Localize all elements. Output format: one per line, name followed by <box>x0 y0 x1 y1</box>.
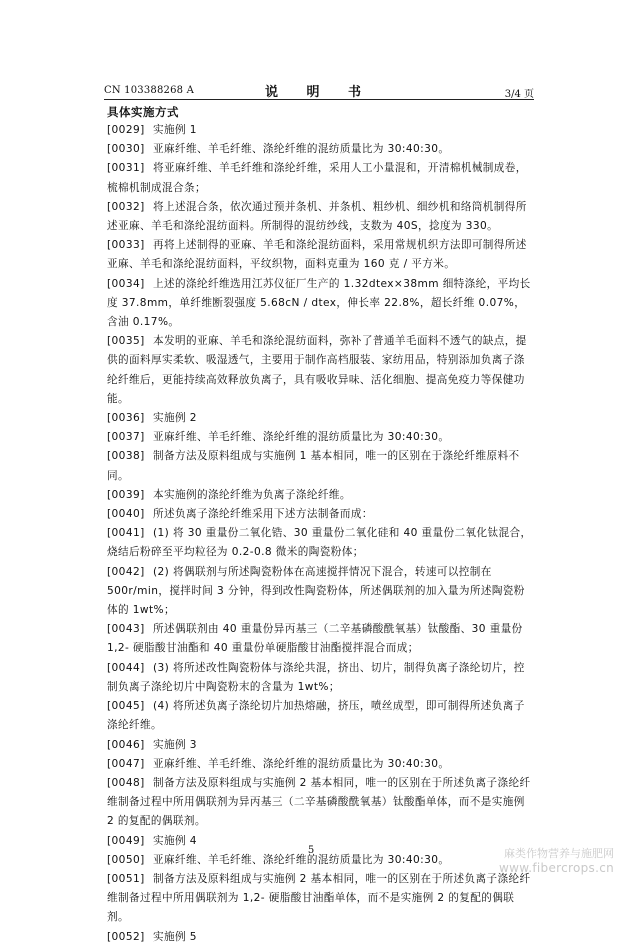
paragraph <box>107 275 534 333</box>
paragraph-number: [0048] <box>107 776 145 789</box>
paragraph <box>107 447 534 485</box>
paragraph-text: 亚麻纤维、羊毛纤维、涤纶纤维的混纺质量比为 30:40:30。 <box>153 853 450 866</box>
patent-number: CN 103388268 A <box>104 85 195 96</box>
paragraph <box>107 159 534 197</box>
paragraph-number: [0050] <box>107 853 145 866</box>
watermark-url: www.fibercrops.cn <box>499 861 614 875</box>
paragraph-text: 本实施例的涤纶纤维为负离子涤纶纤维。 <box>153 488 351 501</box>
document-body <box>107 121 534 947</box>
paragraph-text: 实施例 2 <box>153 412 197 425</box>
paragraph <box>107 563 534 621</box>
paragraph <box>107 755 534 774</box>
paragraph-number: [0032] <box>107 200 145 213</box>
paragraph-text: 亚麻纤维、羊毛纤维、涤纶纤维的混纺质量比为 30:40:30。 <box>153 431 450 444</box>
paragraph <box>107 870 534 928</box>
paragraph <box>107 620 534 658</box>
paragraph <box>107 486 534 505</box>
page-indicator: 3/4 页 <box>504 89 534 100</box>
paragraph-text: 实施例 4 <box>153 834 197 847</box>
paragraph-number: [0033] <box>107 239 145 252</box>
paragraph <box>107 428 534 447</box>
header-divider <box>104 99 534 100</box>
paragraph <box>107 236 534 274</box>
paragraph-number: [0052] <box>107 930 145 943</box>
paragraph-number: [0039] <box>107 488 145 501</box>
paragraph-text: 亚麻纤维、羊毛纤维、涤纶纤维的混纺质量比为 30:40:30。 <box>153 143 450 156</box>
paragraph-text: 上述的涤纶纤维选用江苏仪征厂生产的 1.32dtex×38mm 细特涤纶，平均长度 37.8mm，单纤维断裂强度 5.68cN / dtex，伸长率 22.8%，超长纤维 0.07%，含油 0.17%。 <box>107 277 531 329</box>
paragraph-number: [0046] <box>107 738 145 751</box>
page-header <box>104 81 534 101</box>
paragraph-text: 实施例 5 <box>153 930 197 943</box>
paragraph-number: [0042] <box>107 565 145 578</box>
paragraph-text: 将上述混合条，依次通过预并条机、并条机、粗纱机、细纱机和络筒机制得所述亚麻、羊毛和涤纶混纺面料。所制得的混纺纱线，支数为 40S，捻度为 330。 <box>107 200 527 233</box>
paragraph <box>107 524 534 562</box>
section-title: 具体实施方式 <box>107 105 179 119</box>
paragraph <box>107 659 534 697</box>
paragraph <box>107 697 534 735</box>
paragraph <box>107 198 534 236</box>
paragraph-number: [0030] <box>107 143 145 156</box>
paragraph-text: (1) 将 30 重量份二氧化锆、30 重量份二氧化硅和 40 重量份二氧化钛混合，烧结后粉碎至平均粒径为 0.2-0.8 微米的陶瓷粉体； <box>107 527 532 559</box>
paragraph-text: 将亚麻纤维、羊毛纤维和涤纶纤维，采用人工小量混和，开清棉机械制成卷，梳棉机制成混合条； <box>107 162 527 194</box>
paragraph-number: [0038] <box>107 450 145 463</box>
paragraph-number: [0047] <box>107 757 145 770</box>
paragraph <box>107 121 534 140</box>
watermark-site-name: 麻类作物营养与施肥网 <box>504 847 614 860</box>
paragraph-number: [0034] <box>107 277 145 290</box>
paragraph-text: 实施例 1 <box>153 124 197 136</box>
paragraph-text: 制备方法及原料组成与实施例 2 基本相同，唯一的区别在于所述负离子涤纶纤维制备过程中所用偶联剂为 1,2- 硬脂酸甘油酯单体，而不是实施例 2 的复配的偶联剂。 <box>107 872 531 924</box>
paragraph <box>107 928 534 947</box>
page-number: 5 <box>307 845 315 856</box>
paragraph <box>107 332 534 409</box>
paragraph <box>107 774 534 832</box>
paragraph-number: [0037] <box>107 431 145 444</box>
watermark <box>499 847 614 875</box>
document-title: 说 明 书 <box>264 85 374 100</box>
paragraph-text: 亚麻纤维、羊毛纤维、涤纶纤维的混纺质量比为 30:40:30。 <box>153 757 450 770</box>
paragraph-text: 实施例 3 <box>153 738 197 751</box>
paragraph-text: 制备方法及原料组成与实施例 2 基本相同，唯一的区别在于所述负离子涤纶纤维制备过程中所用偶联剂为异丙基三（二辛基磷酸酰氧基）钛酸酯单体，而不是实施例 2 的复配的偶联剂。 <box>107 776 531 828</box>
paragraph-text: (4) 将所述负离子涤纶切片加热熔融，挤压，喷丝成型，即可制得所述负离子涤纶纤维。 <box>107 700 525 732</box>
paragraph-number: [0029] <box>107 124 145 136</box>
paragraph-number: [0040] <box>107 508 145 521</box>
paragraph <box>107 505 534 524</box>
paragraph-text: 所述负离子涤纶纤维采用下述方法制备而成： <box>153 508 373 521</box>
paragraph-text: 本发明的亚麻、羊毛和涤纶混纺面料，弥补了普通羊毛面料不透气的缺点，提供的面料厚实柔软、吸湿透气，主要用于制作高档服装、家纺用品，特别添加负离子涤纶纤维后，更能持续高效释放负离子，具有吸收异味、活化细胞、提高免疫力等保健功能。 <box>107 335 527 405</box>
paragraph-text: 所述偶联剂由 40 重量份异丙基三（二辛基磷酸酰氧基）钛酸酯、30 重量份 1,2- 硬脂酸甘油酯和 40 重量份单硬脂酸甘油酯搅拌混合而成； <box>107 623 523 655</box>
paragraph-number: [0036] <box>107 412 145 425</box>
paragraph-text: (2) 将偶联剂与所述陶瓷粉体在高速搅拌情况下混合，转速可以控制在 500r/min，搅拌时间 3 分钟，得到改性陶瓷粉体，所述偶联剂的加入量为所述陶瓷粉体的 1wt%； <box>107 565 525 617</box>
paragraph-number: [0043] <box>107 623 145 636</box>
paragraph <box>107 409 534 428</box>
paragraph-number: [0035] <box>107 335 145 348</box>
paragraph-number: [0045] <box>107 700 145 713</box>
paragraph <box>107 140 534 159</box>
paragraph-text: (3) 将所述改性陶瓷粉体与涤纶共混，挤出、切片，制得负离子涤纶切片，控制负离子涤纶切片中陶瓷粉末的含量为 1wt%； <box>107 661 525 693</box>
paragraph-text: 制备方法及原料组成与实施例 1 基本相同，唯一的区别在于涤纶纤维原料不同。 <box>107 450 520 482</box>
paragraph-number: [0031] <box>107 162 145 175</box>
paragraph-number: [0044] <box>107 661 145 674</box>
paragraph-number: [0049] <box>107 834 145 847</box>
paragraph <box>107 736 534 755</box>
paragraph-text: 再将上述制得的亚麻、羊毛和涤纶混纺面料，采用常规机织方法即可制得所述亚麻、羊毛和涤纶混纺面料，平纹织物，面料克重为 160 克 / 平方米。 <box>107 239 527 271</box>
paragraph-number: [0051] <box>107 872 145 885</box>
paragraph-number: [0041] <box>107 527 145 540</box>
